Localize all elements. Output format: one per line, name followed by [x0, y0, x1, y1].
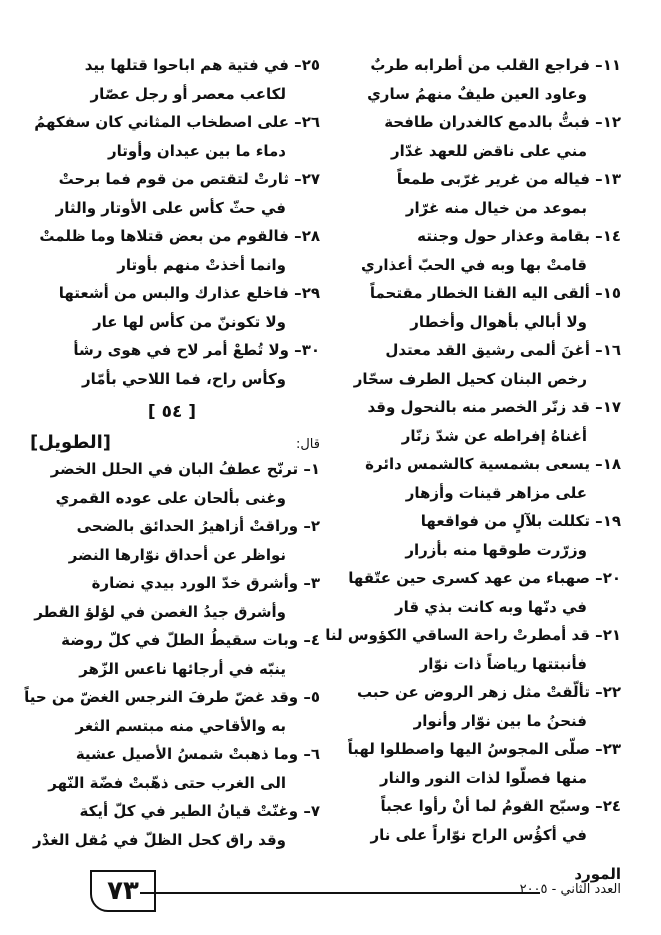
verse-second-hemistich: وزرّرت طوقها منه بأزرار — [405, 540, 587, 559]
verse-first-hemistich: ٧– وغنّتْ قيانُ الطير في كلّ أيكة — [79, 802, 320, 820]
verse-second-hemistich: بموعد من خيال منه غرّار — [405, 198, 587, 217]
verse-second-hemistich: أغناهُ إفراطه عن شدّ زنّار — [401, 426, 587, 445]
verse-second-hemistich: وكأس راح، فما اللاحي بأمّار — [81, 369, 286, 388]
verse-second-hemistich: في دنّها وبه كانت بذي قار — [394, 597, 587, 616]
verse-second-hemistich: رخص البنان كحيل الطرف سحّار — [353, 369, 587, 388]
verse-second-hemistich: وغنى بألحان على عوده القمري — [55, 488, 286, 507]
verse-second-hemistich: مني على ناقض للعهد غدّار — [390, 141, 587, 160]
verse-line — [24, 115, 320, 144]
verse-second-hemistich: لكاعب معصر أو رجل عصّار — [90, 84, 286, 103]
verse-line — [325, 483, 621, 515]
poem-heading — [24, 432, 320, 462]
verse-second-hemistich: وعاود العين طيفٌ منهمُ ساري — [367, 84, 587, 103]
journal-info — [520, 866, 621, 898]
verse-line — [24, 519, 320, 548]
verse-line — [24, 659, 320, 691]
verse-line — [24, 141, 320, 173]
verse-first-hemistich: ١١– فراجع القلب من أطرابه طربٌ — [370, 56, 621, 74]
verse-line — [325, 343, 621, 372]
verse-line — [24, 602, 320, 634]
verse-line — [24, 488, 320, 520]
verse-first-hemistich: ٢– وراقتْ أزاهيرُ الحدائق بالضحى — [76, 517, 320, 535]
new-poem — [24, 462, 320, 861]
verse-second-hemistich: في أكؤُس الراح نوّاراً على نار — [370, 825, 587, 844]
page-number: ٧٣ — [90, 870, 156, 912]
verse-second-hemistich: قامتْ بها وبه في الحبّ أعذاري — [361, 255, 587, 274]
verse-second-hemistich: وانما أخذتْ منهم بأوتار — [117, 255, 286, 274]
verse-first-hemistich: ١٦– أغنَ ألمى رشيق القد معتدل — [385, 341, 621, 359]
verse-first-hemistich: ١٣– فياله من غرير غرّبى طمعاً — [396, 170, 621, 188]
verse-second-hemistich: فأنبتتها رياضاً ذات نوّار — [419, 654, 587, 673]
verse-line — [325, 141, 621, 173]
said-label: قال: — [295, 437, 320, 452]
verse-first-hemistich: ٢٧– ثارتْ لتقتص من قوم فما برحتْ — [58, 170, 320, 188]
page-footer — [0, 856, 661, 935]
verse-second-hemistich: ولا أبالي بأهوال وأخطار — [410, 312, 587, 331]
verse-line — [24, 545, 320, 577]
verse-line — [24, 690, 320, 719]
verse-line — [24, 172, 320, 201]
verse-line — [325, 58, 621, 87]
verse-line — [325, 654, 621, 686]
verse-line — [24, 229, 320, 258]
verse-line — [24, 804, 320, 833]
verse-second-hemistich: ولا تكوننّ من كأس لها عار — [92, 312, 286, 331]
verse-line — [24, 747, 320, 776]
verse-line — [325, 628, 621, 657]
verse-first-hemistich: ٢٤– وسبّح القومُ لما أنْ رأوا عجباً — [380, 797, 621, 815]
verse-first-hemistich: ٢٠– صهباء من عهد كسرى حين عتّقها — [348, 569, 621, 587]
footer-rule — [140, 892, 540, 894]
verse-line — [24, 286, 320, 315]
verse-first-hemistich: ٢٨– فالقوم من بعض قتلاها وما ظلمتْ — [39, 227, 320, 245]
verse-line — [325, 742, 621, 771]
journal-issue: العدد الثاني - ٢٠٠٥ — [519, 882, 621, 898]
left-poem-column — [24, 58, 320, 861]
verse-first-hemistich: ٦– وما ذهبتْ شمسُ الأصيل عشية — [75, 745, 320, 763]
verse-line — [325, 198, 621, 230]
verse-line — [24, 312, 320, 344]
verse-line — [24, 462, 320, 491]
verse-line — [325, 312, 621, 344]
meter-label: [الطويل] — [30, 432, 112, 453]
verse-line — [325, 426, 621, 458]
verse-line — [325, 400, 621, 429]
verse-first-hemistich: ٥– وقد غضّ طرفَ النرجس الغضّ من حياً — [24, 688, 320, 706]
verse-first-hemistich: ١٥– ألقى اليه القنا الخطار مقتحماً — [369, 284, 621, 302]
verse-first-hemistich: ١٧– قد زنّر الخصر منه بالنحول وقد — [367, 398, 621, 416]
verse-line — [24, 633, 320, 662]
verse-line — [325, 540, 621, 572]
verse-line — [24, 255, 320, 287]
verse-first-hemistich: ١– ترنّح عطفُ البان في الحلل الخضر — [50, 460, 320, 478]
verse-second-hemistich: وأشرق جيدُ الغصن في لؤلؤ القطر — [34, 602, 286, 621]
verse-first-hemistich: ٤– وبات سقيطُ الطلّ في كلّ روضة — [61, 631, 320, 649]
journal-name: المورد — [574, 865, 621, 883]
verse-first-hemistich: ١٩– تكللت بلآلٍ من فواقعها — [420, 512, 621, 530]
verse-line — [24, 576, 320, 605]
poem-continuation — [24, 58, 320, 400]
verse-line — [325, 115, 621, 144]
verse-line — [24, 716, 320, 748]
verse-line — [24, 369, 320, 401]
verse-line — [24, 58, 320, 87]
verse-first-hemistich: ١٨– يسعى بشمسية كالشمس دائرة — [365, 455, 621, 473]
verse-first-hemistich: ٢٩– فاخلع عذارك والبس من أشعتها — [58, 284, 320, 302]
verse-line — [325, 711, 621, 743]
verse-second-hemistich: على مزاهر قينات وأزهار — [405, 483, 587, 502]
verse-line — [325, 286, 621, 315]
verse-second-hemistich: دماء ما بين عيدان وأوتار — [107, 141, 286, 160]
verse-first-hemistich: ١٤– بقامة وعذار حول وجنته — [417, 227, 621, 245]
verse-line — [325, 369, 621, 401]
verse-first-hemistich: ٢٥– في فتية هم اباحوا قتلها بيد — [84, 56, 320, 74]
section-number: [ ٥٤ ] — [147, 402, 197, 422]
verse-second-hemistich: به والأقاحي منه مبتسم الثغر — [75, 716, 286, 735]
verse-line — [24, 343, 320, 372]
verse-line — [325, 825, 621, 857]
verse-line — [325, 457, 621, 486]
verse-first-hemistich: ٣– وأشرق خدّ الورد بيدي نضارة — [91, 574, 320, 592]
verse-line — [325, 84, 621, 116]
verse-line — [325, 571, 621, 600]
verse-second-hemistich: الى الغرب حتى ذهّبتْ فضّة النّهر — [48, 773, 286, 792]
verse-first-hemistich: ٣٠– ولا تُطعْ أمر لاح في هوى رشأ — [73, 341, 320, 359]
verse-second-hemistich: منها فصلّوا لذات النور والنار — [379, 768, 587, 787]
verse-line — [325, 768, 621, 800]
right-poem-column — [325, 58, 621, 856]
verse-second-hemistich: وقد راق كحل الظلّ في مُقل الغدْر — [32, 830, 286, 849]
verse-line — [325, 685, 621, 714]
verse-line — [24, 198, 320, 230]
verse-second-hemistich: نواظر عن أحداق نوّارها النضر — [68, 545, 286, 564]
verse-line — [325, 799, 621, 828]
verse-first-hemistich: ٢٢– تألّقتْ مثل زهر الروض عن حبب — [356, 683, 621, 701]
verse-second-hemistich: فنحنُ ما بين نوّار وأنوار — [413, 711, 587, 730]
verse-line — [24, 773, 320, 805]
verse-second-hemistich: في حثّ كأس على الأوتار والثار — [55, 198, 286, 217]
verse-first-hemistich: ١٢– فبتُّ بالدمع كالغدران طافحة — [384, 113, 621, 131]
verse-line — [325, 255, 621, 287]
verse-second-hemistich: ينبّه في أرجائها ناعس الزّهر — [79, 659, 286, 678]
verse-line — [325, 172, 621, 201]
verse-first-hemistich: ٢٣– صلّى المجوسُ اليها واصطلوا لهباً — [347, 740, 621, 758]
verse-line — [325, 597, 621, 629]
verse-line — [24, 84, 320, 116]
verse-first-hemistich: ٢٦– على اصطخاب المثاني كان سفكهمُ — [34, 113, 320, 131]
verse-first-hemistich: ٢١– قد أمطرتْ راحة الساقي الكؤوس لنا — [325, 626, 621, 644]
verse-line — [325, 229, 621, 258]
verse-line — [325, 514, 621, 543]
